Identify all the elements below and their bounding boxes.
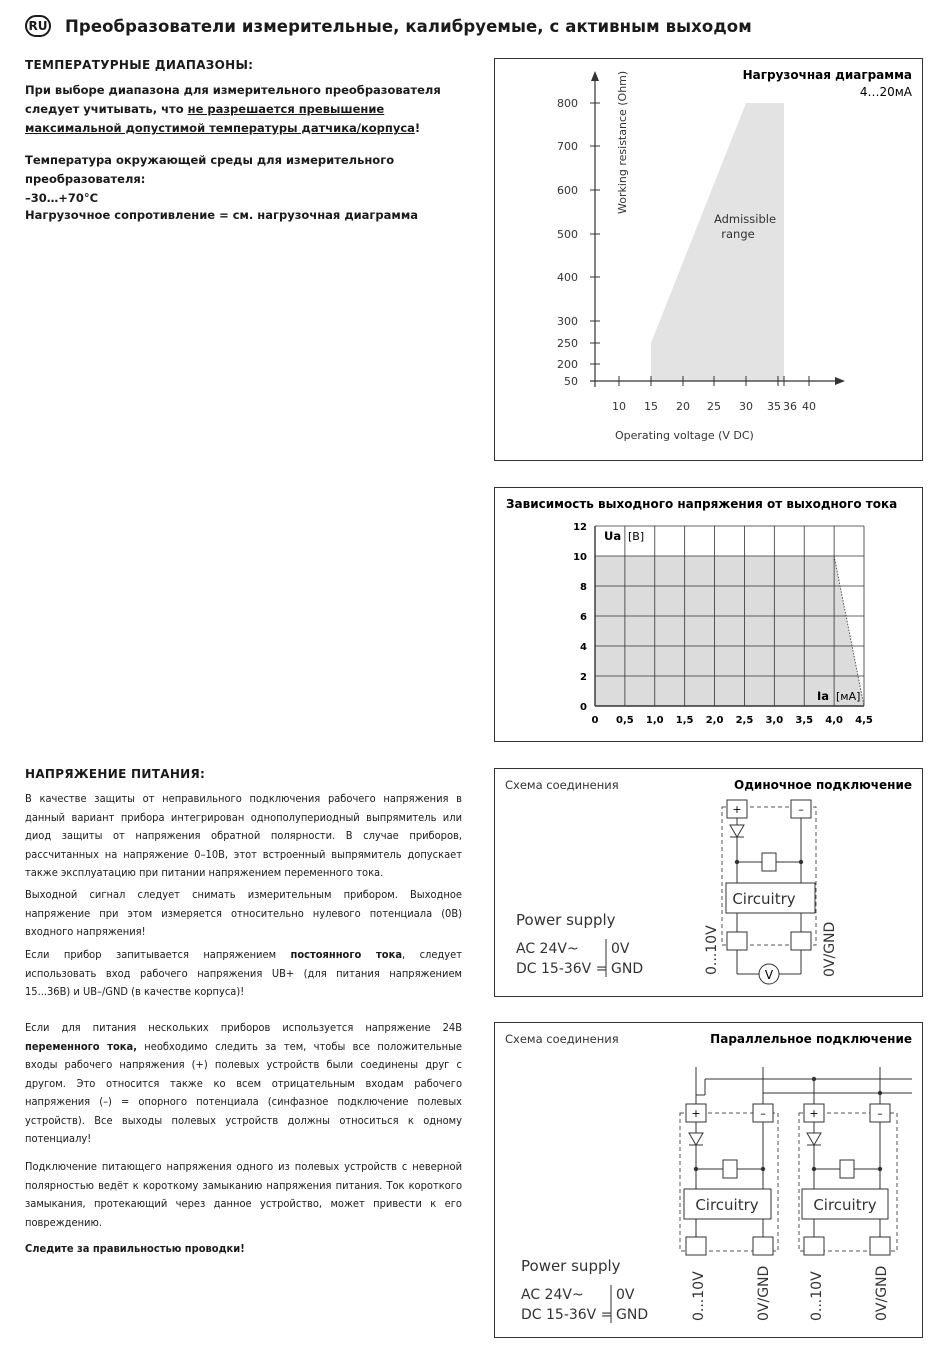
load-x-axis-label: Operating voltage (V DC) — [615, 429, 754, 442]
load-y-tick-label: 250 — [557, 337, 578, 350]
single-0v-label: 0V — [611, 941, 630, 957]
single-connection-diagram — [495, 769, 922, 996]
load-y-tick-label: 800 — [557, 97, 578, 110]
device1-node-1 — [694, 1167, 698, 1171]
ua-x-tick-label: 1,0 — [645, 715, 664, 726]
load-y-tick-label: 600 — [557, 184, 578, 197]
ua-x-tick-label: 2,0 — [705, 715, 724, 726]
single-diode-icon — [730, 825, 744, 837]
load-diagram-panel — [494, 58, 923, 461]
ua-y-unit: [В] — [628, 530, 645, 543]
single-dc-label: DC 15-36V = — [516, 961, 608, 977]
region-label-line1: Admissible — [713, 212, 777, 226]
device2-gnd-label: 0V/GND — [874, 1265, 890, 1321]
device2-node-1 — [812, 1167, 816, 1171]
load-x-tick-label: 30 — [739, 400, 753, 413]
device1-capacitor-icon — [723, 1160, 737, 1178]
device1-gnd-label: 0V/GND — [756, 1265, 772, 1321]
supply-paragraph-2: Выходной сигнал следует снимать измерительным прибором. Выходное напряжение при этом измеряется относительно нулевого потенциала (0В) входного напряжения! — [25, 888, 462, 938]
region-label-line2: range — [721, 227, 755, 241]
device2-gnd-terminal — [870, 1237, 890, 1255]
single-node-2 — [799, 860, 803, 864]
ua-y-tick-label: 4 — [580, 642, 587, 653]
parallel-connection-panel — [494, 1022, 923, 1338]
ua-ia-chart-panel — [494, 487, 923, 742]
load-x-tick-label: 36 — [783, 400, 797, 413]
field-device-1 — [680, 1104, 778, 1321]
temperature-heading: ТЕМПЕРАТУРНЫЕ ДИАПАЗОНЫ: — [25, 58, 254, 72]
device1-diode-icon — [689, 1133, 703, 1145]
ua-x-tick-label: 2,5 — [735, 715, 754, 726]
single-ac-label: AC 24V~ — [516, 941, 579, 957]
device1-output-terminal — [686, 1237, 706, 1255]
parallel-connection-diagram — [495, 1023, 922, 1337]
temperature-p1-text: следует учитывать, что — [25, 102, 188, 116]
load-x-tick-label: 40 — [802, 400, 816, 413]
ua-y-tick-label: 2 — [580, 672, 587, 683]
ua-y-label: Ua — [604, 529, 622, 543]
ua-x-tick-label: 3,5 — [795, 715, 814, 726]
single-gnd-label-vertical: 0V/GND — [822, 921, 838, 977]
ua-x-tick-label: 0 — [591, 715, 599, 726]
device1-plus-sign: + — [691, 1107, 701, 1120]
ua-x-tick-label: 1,5 — [675, 715, 694, 726]
load-x-arrow — [835, 377, 845, 385]
parallel-power-supply: Power supply — [521, 1257, 621, 1275]
load-x-tick-label: 35 — [767, 400, 781, 413]
single-power-supply: Power supply — [516, 911, 616, 929]
ua-y-tick-label: 10 — [573, 552, 587, 563]
supply-heading: НАПРЯЖЕНИЕ ПИТАНИЯ: — [25, 767, 206, 781]
load-chart-title: Нагрузочная диаграмма — [742, 68, 912, 82]
load-y-axis-label: Working resistance (Ohm) — [616, 70, 629, 214]
device2-output-terminal — [804, 1237, 824, 1255]
temperature-paragraph-1 — [25, 81, 480, 138]
load-y-arrow — [591, 71, 599, 81]
single-circuitry-label: Circuitry — [732, 890, 796, 908]
ambient-temp-label: Температура окружающей среды для измерительного преобразователя: — [25, 153, 395, 186]
load-y-tick-label: 400 — [557, 271, 578, 284]
single-plus-sign: + — [732, 803, 742, 816]
voltmeter-label: V — [764, 968, 774, 982]
load-y-tick-label: 50 — [564, 375, 578, 388]
load-y-tick-label: 300 — [557, 315, 578, 328]
load-resistance-note: Нагрузочное сопротивление = см. нагрузочная диаграмма — [25, 208, 418, 222]
ua-x-tick-label: 3,0 — [765, 715, 784, 726]
ua-y-tick-label: 6 — [580, 612, 587, 623]
load-x-tick-label: 25 — [707, 400, 721, 413]
single-gnd-label: GND — [611, 961, 644, 977]
ia-x-label: Ia — [817, 689, 830, 703]
temperature-p1-warning-end: максимальной допустимой температуры датчика/корпуса — [25, 121, 415, 135]
load-x-tick-label: 15 — [644, 400, 658, 413]
temperature-p1-line2 — [25, 100, 480, 119]
temperature-p1-line1: При выборе диапазона для измерительного преобразователя — [25, 83, 441, 97]
device1-output-label: 0...10V — [691, 1271, 707, 1321]
device2-output-label: 0...10V — [809, 1271, 825, 1321]
ua-chart-title: Зависимость выходного напряжения от выходного тока — [506, 497, 898, 511]
load-y-tick-label: 700 — [557, 140, 578, 153]
temperature-p1-warning: не разрешается превышение — [187, 102, 385, 116]
load-chart-subtitle: 4…20мА — [859, 85, 912, 99]
field-device-2 — [799, 1104, 897, 1321]
ua-y-tick-label: 8 — [580, 582, 587, 593]
ua-x-tick-label: 4,5 — [855, 715, 873, 726]
temperature-paragraph-2 — [25, 151, 480, 208]
load-y-tick-label: 500 — [557, 228, 578, 241]
single-capacitor-icon — [762, 853, 776, 871]
single-schema-title: Одиночное подключение — [734, 778, 912, 792]
ambient-temp-value: –30…+70°C — [25, 191, 99, 205]
language-badge: RU — [25, 15, 51, 37]
parallel-dc-label: DC 15-36V = — [521, 1307, 613, 1323]
dc-text-a: Если прибор запитывается напряжением — [25, 948, 291, 961]
device2-capacitor-icon — [840, 1160, 854, 1178]
supply-paragraph-4 — [25, 1019, 462, 1149]
parallel-0v-label: 0V — [616, 1287, 635, 1303]
ua-y-tick-label: 0 — [580, 702, 587, 713]
device1-circuitry-label: Circuitry — [695, 1196, 759, 1214]
single-gnd-terminal — [791, 932, 811, 950]
ac-text-a: Если для питания нескольких приборов используется напряжение 24В — [25, 1021, 462, 1034]
parallel-ac-label: AC 24V~ — [521, 1287, 584, 1303]
parallel-schema-label: Схема соединения — [505, 1032, 619, 1046]
temperature-p1-line3 — [25, 119, 480, 138]
admissible-range-area — [651, 103, 784, 381]
single-minus-sign: – — [798, 803, 804, 816]
load-y-tick-label: 200 — [557, 358, 578, 371]
ia-x-unit: [мА] — [836, 690, 861, 703]
ua-x-tick-label: 0,5 — [616, 715, 634, 726]
device2-node-2 — [878, 1167, 882, 1171]
ua-x-tick-label: 4,0 — [825, 715, 843, 726]
device2-diode-icon — [807, 1133, 821, 1145]
device2-circuitry-label: Circuitry — [813, 1196, 877, 1214]
dc-text-c: , следует использовать вход рабочего напряжения UB+ (для питания напряжением 15...36В) и UB–/GND (в качестве корпуса)! — [25, 948, 462, 998]
load-x-tick-label: 20 — [676, 400, 690, 413]
ac-text-c: необходимо следить за тем, чтобы все положительные входы рабочего напряжения (+) полевых устройств были соединены друг с другом. Это относится также ко всем отрицательным входам рабочего напряжения (–) = опорного потенциала (синфазное подключение полевых устройств). Все выходы полевых устройств должны относиться к одному потенциалу! — [25, 1039, 462, 1145]
supply-paragraph-3 — [25, 946, 462, 1002]
device1-node-2 — [761, 1167, 765, 1171]
supply-paragraph-1: В качестве защиты от неправильного подключения рабочего напряжения в данный вариант прибора интегрирован однополупериодный выпрямитель или диод защиты от напряжения обратной полярности. В случае приборов, рассчитанных на напряжение 0–10В, этот встроенный выпрямитель допускает также эксплуатацию при питании напряжением переменного тока. — [25, 792, 462, 879]
device2-minus-sign: – — [877, 1107, 883, 1120]
device2-plus-sign: + — [809, 1107, 819, 1120]
ac-text-bold: переменного тока, — [25, 1039, 137, 1053]
parallel-gnd-label: GND — [616, 1307, 649, 1323]
load-diagram-chart — [495, 59, 922, 460]
junction-1 — [812, 1077, 816, 1081]
ua-ia-chart — [495, 488, 922, 741]
page-title: Преобразователи измерительные, калибруемые, с активным выходом — [65, 16, 752, 36]
single-output-label: 0...10V — [704, 925, 720, 975]
device1-gnd-terminal — [753, 1237, 773, 1255]
device1-minus-sign: – — [760, 1107, 766, 1120]
junction-2 — [878, 1091, 882, 1095]
page-header — [25, 12, 752, 40]
single-node-1 — [735, 860, 739, 864]
single-output-terminal — [727, 932, 747, 950]
single-connection-panel — [494, 768, 923, 997]
temperature-p1-exclaim: ! — [414, 121, 421, 135]
dc-text-bold: постоянного тока — [290, 948, 402, 961]
parallel-schema-title: Параллельное подключение — [710, 1032, 912, 1046]
load-x-tick-label: 10 — [612, 400, 626, 413]
supply-paragraph-5: Подключение питающего напряжения одного из полевых устройств с неверной полярностью ведёт к короткому замыканию напряжения питания. Ток короткого замыкания, протекающий через данное устройство, может привести к его повреждению. — [25, 1160, 462, 1229]
wiring-warning: Следите за правильностью проводки! — [25, 1242, 245, 1255]
ua-operating-area — [595, 556, 864, 706]
ua-y-tick-label: 12 — [573, 522, 587, 533]
single-schema-label: Схема соединения — [505, 778, 619, 792]
